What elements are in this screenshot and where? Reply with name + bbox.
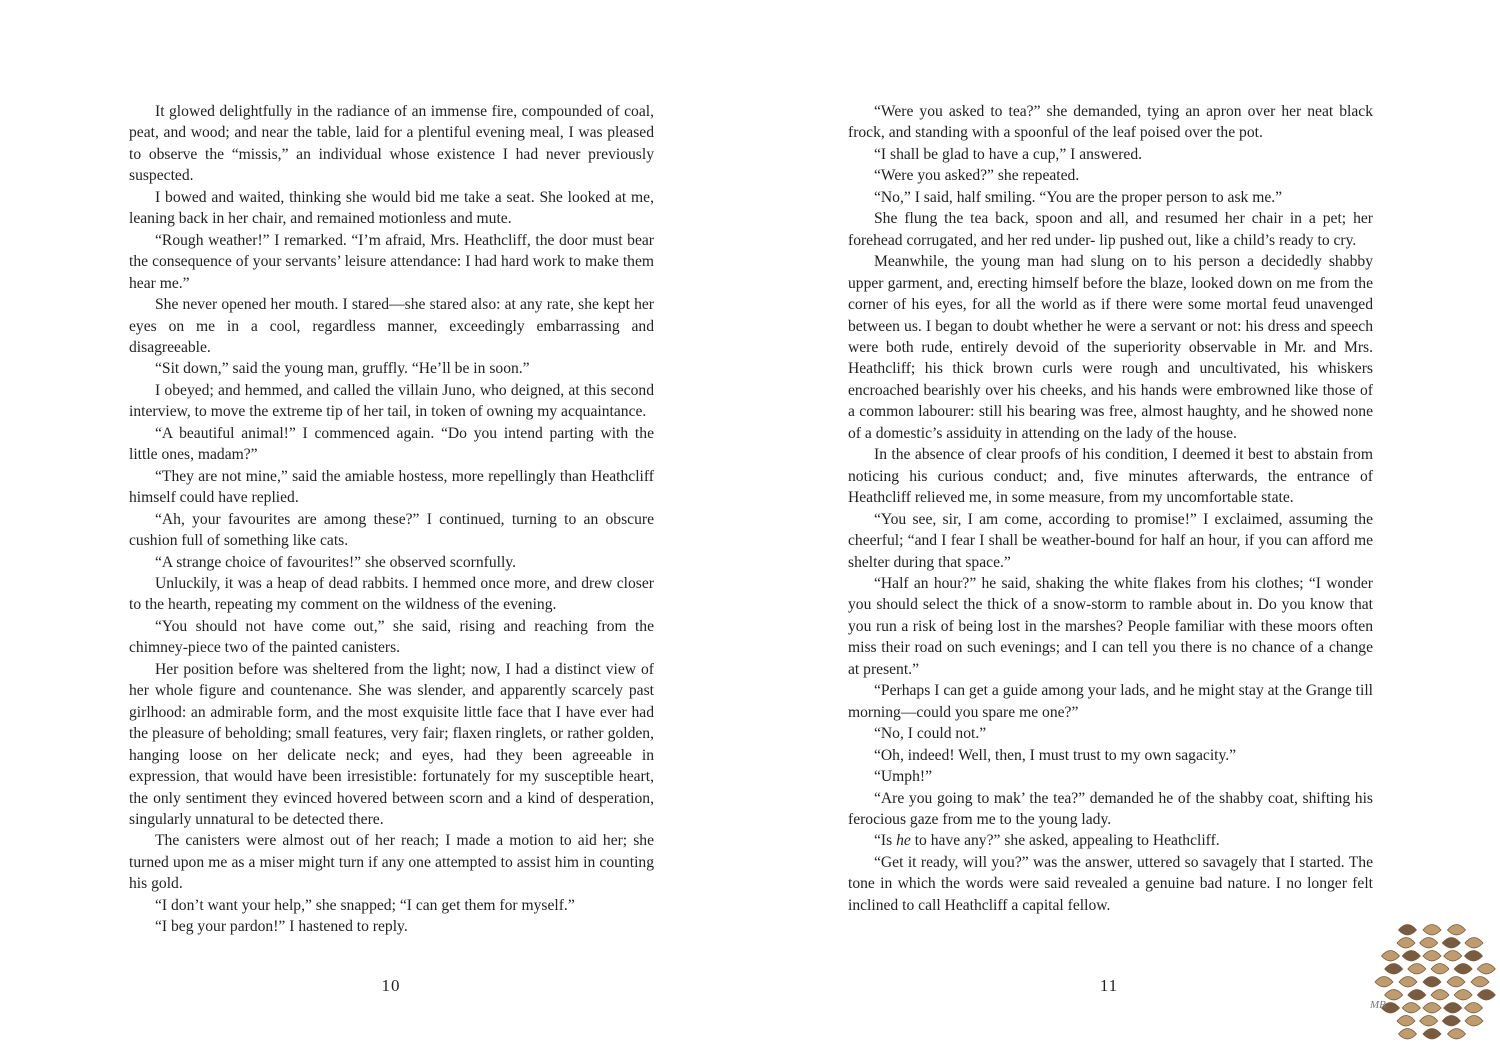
paragraph: “I shall be glad to have a cup,” I answered.: [874, 145, 1143, 163]
pinecone-scale: [1442, 938, 1460, 948]
paragraph: “Sit down,” said the young man, gruffly. “He’ll be in soon.”: [155, 360, 530, 378]
pinecone-scale: [1397, 1016, 1415, 1026]
pinecone-scale: [1423, 951, 1441, 961]
paragraph: “You see, sir, I am come, according to promise!” I exclaimed, assuming the cheerful; “and I fear I shall be weather-bound for half an hour, if you can afford me shelter during that space.”: [848, 510, 1373, 571]
paragraph: It glowed delightfully in the radiance of an immense fire, compounded of coal, peat, and wood; and near the table, laid for a plentiful evening meal, I was pleased to observe the “missis,” an individual whose existence I had never previously suspected.: [129, 103, 654, 185]
paragraph: She flung the tea back, spoon and all, and resumed her chair in a pet; her forehead corrugated, and her red under- lip pushed out, like a child’s ready to cry.: [848, 210, 1373, 249]
paragraph: Unluckily, it was a heap of dead rabbits. I hemmed once more, and drew closer to the hearth, repeating my comment on the wildness of the evening.: [129, 574, 654, 614]
paragraph: The canisters were almost out of her reach; I made a motion to aid her; she turned upon me as a miser might turn if any one attempted to assist him in counting his gold.: [129, 832, 654, 893]
pinecone-scale: [1402, 951, 1420, 961]
italic-word: he: [896, 832, 911, 850]
paragraph: “Ah, your favourites are among these?” I continued, turning to an obscure cushion full of something like cats.: [129, 510, 654, 550]
pinecone-scale: [1375, 977, 1393, 987]
paragraph: In the absence of clear proofs of his condition, I deemed it best to abstain from noticing his curious conduct; and, five minutes afterwards, the entrance of Heathcliff relieved me, in some measure, from my uncomfortable state.: [848, 446, 1373, 507]
paragraph: “I don’t want your help,” she snapped; “I can get them for myself.”: [155, 896, 575, 914]
paragraph: “Oh, indeed! Well, then, I must trust to my own sagacity.”: [874, 746, 1237, 764]
paragraph: Her position before was sheltered from the light; now, I had a distinct view of her whole figure and countenance. She was slender, and apparently scarcely past girlhood: an admirable form, and the most exquisite little face that I have ever had the pleasure of beholding; small features, very fair; flaxen ringlets, or rather golden, hanging loose on her delicate neck; and eyes, had they been agreeable in expression, that would have been irresistible: fortunately for my susceptible heart, the only sentiment they evinced hovered between scorn and a kind of desperation, singularly unnatural to be detected there.: [129, 660, 654, 828]
pinecone-scale: [1431, 990, 1449, 1000]
pinecone-scale: [1423, 1003, 1441, 1013]
pinecone-scale: [1447, 977, 1465, 987]
page-number-left: 10: [381, 976, 401, 995]
paragraph: Meanwhile, the young man had slung on to his person a decidedly shabby upper garment, and, erecting himself before the blaze, looked down on me from the corner of his eyes, for all the world as if there were some mortal feud unavenged between us. I began to doubt whether he were a servant or not: his dress and speech were both rude, entirely devoid of the superiority observable in Mr. and Mrs. Heathcliff; his thick brown curls were rough and uncultivated, his whiskers encroached bearishly over his cheeks, and his hands were embrowned like those of a common labourer: still his bearing was free, almost haughty, and he showed none of a domestic’s assiduity in attending on the lady of the house.: [848, 253, 1373, 442]
pinecone-scale: [1465, 938, 1483, 948]
pinecone-scale: [1398, 925, 1416, 935]
pinecone-scale: [1448, 925, 1466, 935]
paragraph: “Perhaps I can get a guide among your lads, and he might stay at the Grange till morning—could you spare me one?”: [848, 682, 1373, 721]
pinecone-scale: [1454, 964, 1472, 974]
paragraph: “No, I could not.”: [874, 725, 987, 743]
pinecone-scale: [1399, 977, 1417, 987]
pinecone-scale: [1381, 951, 1399, 961]
pinecone-scale: [1448, 1029, 1466, 1039]
pinecone-scale: [1431, 964, 1449, 974]
paragraph: “You should not have come out,” she said, rising and reaching from the chimney-piece two of the painted canisters.: [129, 617, 654, 657]
pinecone-illustration: [1348, 918, 1496, 1054]
pinecone-scale: [1477, 990, 1495, 1000]
paragraph: “Rough weather!” I remarked. “I’m afraid, Mrs. Heathcliff, the door must bear the consequence of your servants’ leisure attendance: I had hard work to make them hear me.”: [129, 231, 654, 292]
left-page-text: [129, 101, 654, 938]
pinecone-scale: [1402, 1003, 1420, 1013]
pinecone-scale: [1465, 1003, 1483, 1013]
pinecone-scale: [1398, 1029, 1416, 1039]
pinecone-scale: [1471, 977, 1489, 987]
pinecone-scale: [1477, 964, 1495, 974]
paragraph: “Half an hour?” he said, shaking the white flakes from his clothes; “I wonder you should select the thick of a snow-storm to ramble about in. Do you know that you run a risk of being lost in the marshes? People familiar with these moors often miss their road on such evenings; and I can tell you there is no chance of a change at present.”: [848, 574, 1373, 678]
pinecone-scale: [1408, 964, 1426, 974]
paragraph: “No,” I said, half smiling. “You are the proper person to ask me.”: [874, 188, 1283, 206]
pinecone-scale: [1444, 1003, 1462, 1013]
paragraph: “I beg your pardon!” I hastened to reply.: [155, 918, 408, 936]
pinecone-scales: [1375, 925, 1495, 1039]
paragraph: “Get it ready, will you?” was the answer, uttered so savagely that I started. The tone in which the words were said revealed a genuine bad nature. I no longer felt inclined to call Heathcliff a capital fellow.: [848, 853, 1373, 914]
pinecone-scale: [1465, 951, 1483, 961]
pinecone-scale: [1444, 951, 1462, 961]
pinecone-scale: [1385, 990, 1403, 1000]
paragraph: “Were you asked?” she repeated.: [874, 167, 1080, 185]
paragraph: I bowed and waited, thinking she would bid me take a seat. She looked at me, leaning back in her chair, and remained motionless and mute.: [129, 188, 654, 228]
pinecone-scale: [1454, 990, 1472, 1000]
pinecone-scale: [1423, 1029, 1441, 1039]
pinecone-scale: [1423, 977, 1441, 987]
text-run: “Is: [874, 832, 897, 850]
page-number-right: 11: [1099, 976, 1119, 995]
pinecone-scale: [1423, 925, 1441, 935]
paragraph: I obeyed; and hemmed, and called the villain Juno, who deigned, at this second interview, to move the extreme tip of her tail, in token of owning my acquaintance.: [129, 381, 654, 421]
paragraph: She never opened her mouth. I stared—she stared also: at any rate, she kept her eyes on me in a cool, regardless manner, exceedingly embarrassing and disagreeable.: [129, 296, 654, 356]
pinecone-scale: [1408, 990, 1426, 1000]
right-page: [750, 0, 1500, 1058]
paragraph: “Umph!”: [874, 768, 933, 786]
pinecone-scale: [1420, 1016, 1438, 1026]
paragraph: “Were you asked to tea?” she demanded, tying an apron over her neat black frock, and standing with a spoonful of the leaf poised over the pot.: [848, 103, 1373, 142]
text-run: to have any?” she asked, appealing to Heathcliff.: [910, 832, 1220, 850]
illustrator-initials: MB: [1370, 999, 1386, 1011]
pinecone-scale: [1397, 938, 1415, 948]
paragraph: “They are not mine,” said the amiable hostess, more repellingly than Heathcliff himself could have replied.: [129, 467, 654, 507]
pinecone-scale: [1442, 1016, 1460, 1026]
paragraph-italic-he: [848, 830, 1373, 851]
paragraph: “Are you going to mak’ the tea?” demanded he of the shabby coat, shifting his ferocious gaze from me to the young lady.: [848, 789, 1373, 828]
pinecone-scale: [1465, 1016, 1483, 1026]
right-page-text: [848, 101, 1373, 916]
paragraph: “A beautiful animal!” I commenced again. “Do you intend parting with the little ones, madam?”: [129, 424, 654, 464]
pinecone-scale: [1385, 964, 1403, 974]
pinecone-scale: [1420, 938, 1438, 948]
paragraph: “A strange choice of favourites!” she observed scornfully.: [155, 553, 516, 571]
